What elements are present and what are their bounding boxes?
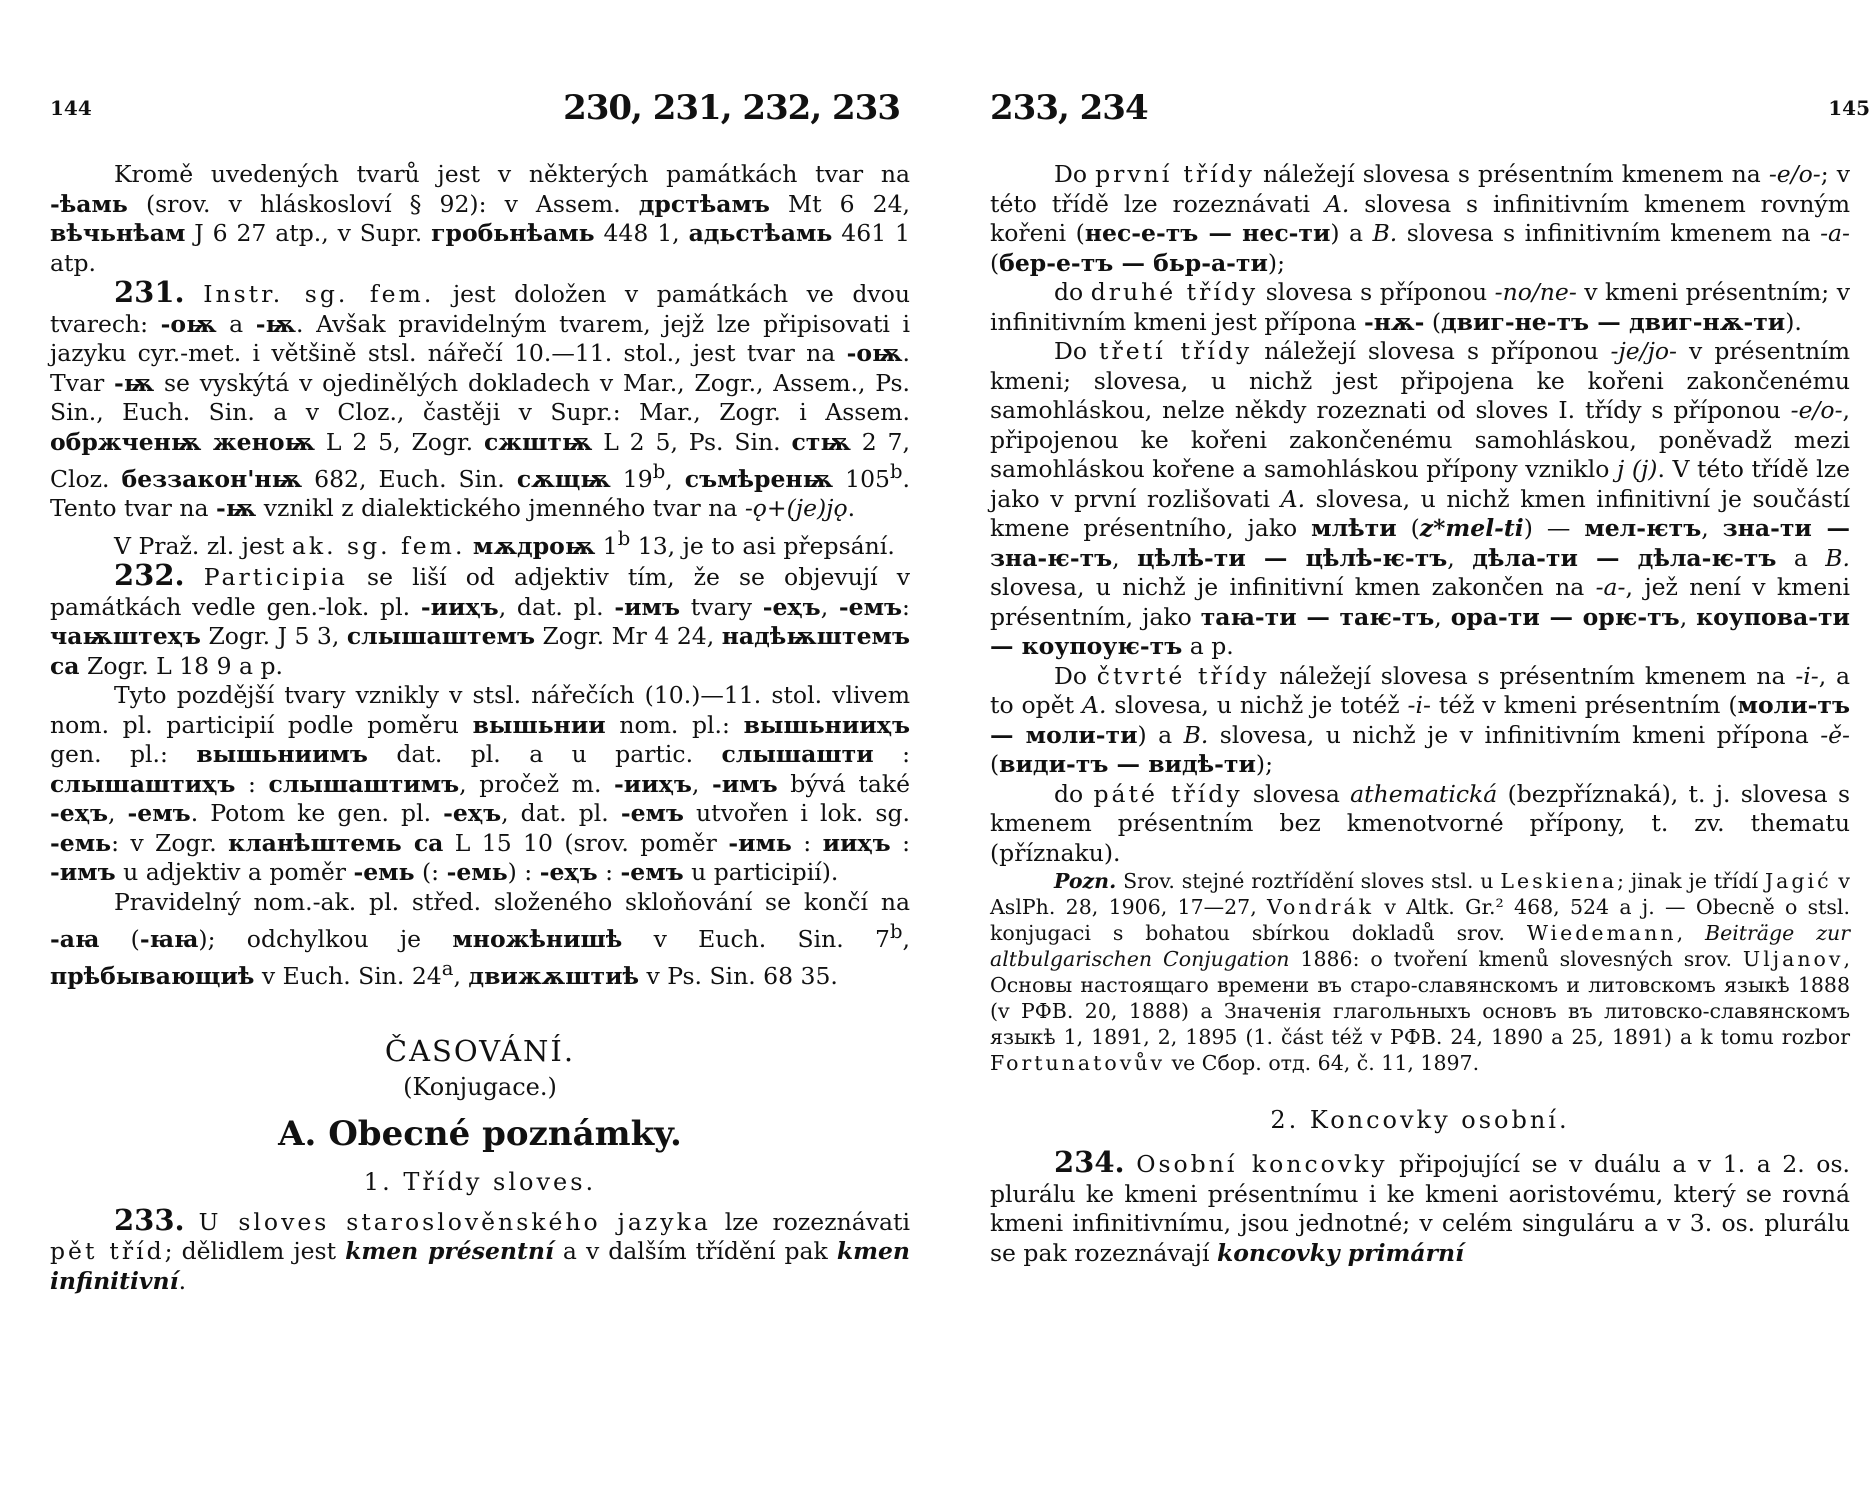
right-paragraph-second-class: do druhé třídy slovesa s příponou -no/ne- v kmeni présentním; v infinitivním kmeni jest přípona -нѫ- (двиг-не-тъ — двиг-нѫ-ти).: [990, 278, 1850, 336]
left-paragraph-neuter-plural: Pravidelný nom.-ak. pl. střed. složeného skloňování se končí na -аꙗ (-ꙗꙗ); odchylkou je множѣнишѣ v Euch. Sin. 7$^b$, прѣбывающиѣ v Euch. Sin. 24$^a$, движѫштиѣ v Ps. Sin. 68 35.: [50, 887, 910, 991]
left-section-range: 230, 231, 232, 233: [563, 88, 900, 128]
left-page: [50, 0, 910, 1500]
right-note-pozn: Pozn. Srov. stejné roztřídění sloves stsl. u Leskiena; jinak je třídí Jagić v AslPh. 28, 1906, 17—27, Vondrák v Altk. Gr.² 468, 524 a j. — Obecně o stsl. konjugaci s bohatou sbírkou dokladů srov. Wiedemann, Beiträge zur altbulgarischen Conjugation 1886: o tvoření kmenů slovesných srov. Uljanov, Основы настоящаго времени въ старо-славянскомъ и литовскомъ языкѣ 1888 (v РФВ. 20, 1888) a Значенія глагольныхъ основъ въ литовско-славянскомъ языкѣ 1, 1891, 2, 1895 (1. část též v РФВ. 24, 1890 a 25, 1891) a k tomu rozbor Fortunatovův ve Сбор. отд. 64, č. 11, 1897.: [990, 869, 1851, 1075]
right-page-header: [990, 88, 1870, 138]
section-a-heading: A. Obecné poznámky.: [278, 1113, 682, 1154]
section-number-232: 232.: [114, 558, 185, 593]
section-234-paragraph: 234. Osobní koncovky připojující se v duálu a v 1. a 2. os. plurálu ke kmeni présentnímu i ke kmeni aoristovému, který se rovná kmeni infinitivnímu, jsou jednotné; v celém singuláru a v 3. os. plurálu se pak rozeznávají koncovky primární: [990, 1145, 1850, 1267]
section-232-paragraph: 232. Participia se liší od adjektiv tím, že se objevují v památkách vedle gen.-lok. pl. -ииҳъ, dat. pl. -имъ tvary -еҳъ, -емъ: чаѭштеҳъ Zogr. J 5 3, слышаштемъ Zogr. Mr 4 24, надѣѭштемъ са Zogr. L 18 9 a p.: [50, 558, 910, 680]
section-number-233: 233.: [114, 1202, 185, 1237]
left-page-body: [50, 160, 910, 1296]
left-paragraph-later-forms: Tyto pozdější tvary vznikly v stsl. nářečích (10.)—11. stol. vlivem nom. pl. participií podle poměru вышьнии nom. pl.: вышьнииҳъ gen. pl.: вышьниимъ dat. pl. a u partic. слышашти : слышаштиҳъ : слышаштимъ, pročež m. -ииҳъ, -имъ bývá také -еҳъ, -емъ. Potom ke gen. pl. -еҳъ, dat. pl. -емъ utvořen i lok. sg. -емь: v Zogr. кланѣштемь са L 15 10 (srov. poměr -имь : ииҳъ : -имъ u adjektiv a poměr -емь (: -емь) : -еҳъ : -емъ u participií).: [50, 681, 911, 887]
right-section-range: 233, 234: [990, 88, 1148, 128]
right-paragraph-fourth-class: Do čtvrté třídy náležejí slovesa s présentním kmenem na -i-, a to opět A. slovesa, u nichž je totéž -i- též v kmeni présentním (моли-тъ — моли-ти) a B. slovesa, u nichž je v infinitivním kmeni přípona -ě- (види-тъ — видѣ-ти);: [990, 661, 1850, 778]
left-page-header: [50, 88, 910, 138]
section-231-paragraph: 231. Instr. sg. fem. jest doložen v památkách ve dvou tvarech: -оѭ a -ѭ. Avšak pravidelným tvarem, jejž lze připisovati i jazyku cyr.-met. i většině stsl. nářečí 10.—11. stol., jest tvar na -оѭ. Tvar -ѭ se vyskýtá v ojedinělých dokladech v Mar., Zogr., Assem., Ps. Sin., Euch. Sin. a v Cloz., častěji v Supr.: Mar., Zogr. i Assem. обржченѭ женоѭ L 2 5, Zogr. сжштѭ L 2 5, Ps. Sin. стѭ 2 7, Cloz. беззакон'нѭ 682, Euch. Sin. сѫщѭ 19$^b$, съмѣренѭ 105$^b$. Tento tvar na -ѭ vznikl z dialektického jmenného tvar na -ǫ+(je)jǫ.: [50, 275, 911, 523]
right-paragraph-fifth-class: do páté třídy slovesa athematická (bezpříznaká), t. j. slovesa s kmenem présentním bez kmenotvorné přípony, t. zv. thematu (příznaku).: [990, 779, 1851, 867]
subsection-1-heading: 1. Třídy sloves.: [363, 1167, 597, 1196]
section-number-231: 231.: [114, 275, 185, 309]
left-paragraph-praz: V Praž. zl. jest ak. sg. fem. мѫдроѭ 1$^b$ 13, je to asi přepsání.: [114, 526, 895, 560]
left-page-number: 144: [50, 96, 92, 120]
section-number-234: 234.: [1054, 1145, 1125, 1179]
left-paragraph-1: Kromě uvedených tvarů jest v některých památkách tvar na -ѣамь (srov. v hláskosloví § 92): v Assem. дрстѣамъ Mt 6 24, вѣчьнѣам J 6 27 atp., v Supr. гробьнѣамь 448 1, адьстѣамь 461 1 atp.: [50, 160, 911, 277]
section-233-paragraph: 233. U sloves staroslověnského jazyka lze rozeznávati pět tříd; dělidlem jest kmen présentní a v dalším třídění pak kmen infinitivní.: [50, 1202, 910, 1295]
right-page-body: [990, 160, 1850, 1268]
chapter-title: ČASOVÁNÍ.: [384, 1033, 576, 1068]
chapter-subtitle: (Konjugace.): [403, 1072, 557, 1101]
right-paragraph-third-class: Do třetí třídy náležejí slovesa s příponou -je/jo- v présentním kmeni; slovesa, u nichž jest připojena ke kořeni zakončenému samohláskou, nelze někdy rozeznati od sloves I. třídy s příponou -e/o-, připojenou ke kořeni zakončenému samohláskou, poněvadž mezi samohláskou kořene a samohláskou přípony vzniklo j (j). V této třídě lze jako v první rozlišovati A. slovesa, u nichž kmen infinitivní je součástí kmene présentního, jako млѣти (z*mel-ti) — мел-ѥтъ, зна-ти — зна-ѥ-тъ, цѣлѣ-ти — цѣлѣ-ѥ-тъ, дѣла-ти — дѣла-ѥ-тъ a B. slovesa, u nichž je infinitivní kmen zakončen na -a-, jež není v kmeni présentním, jako таꙗ-ти — таѥ-тъ, ора-ти — орѥ-тъ, коупова-ти — коупоуѥ-тъ a p.: [990, 337, 1851, 660]
subsection-2-heading: 2. Koncovky osobní.: [1270, 1106, 1570, 1134]
right-page: [990, 0, 1870, 1500]
right-paragraph-first-class: Do první třídy náležejí slovesa s présentním kmenem na -e/o-; v této třídě lze rozeznávati A. slovesa s infinitivním kmenem rovným kořeni (нес-е-тъ — нес-ти) a B. slovesa s infinitivním kmenem na -a- (бер-е-тъ — бьр-а-ти);: [990, 160, 1850, 277]
right-page-number: 145: [1828, 96, 1870, 120]
